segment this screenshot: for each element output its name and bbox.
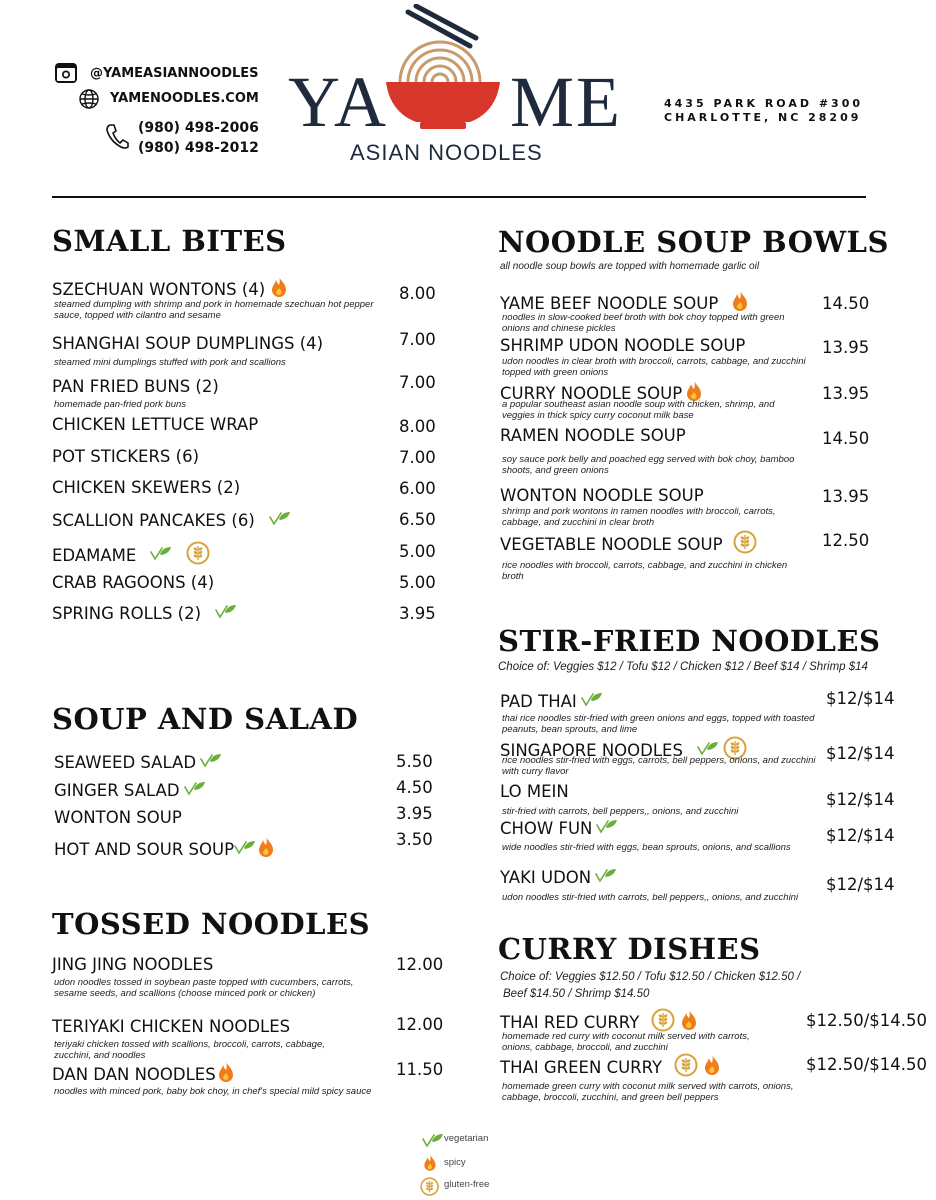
menu-item-desc: soy sauce pork belly and poached egg served with bok choy, bamboo shoots, and green onions xyxy=(502,454,795,476)
menu-item-price: 13.95 xyxy=(822,338,870,357)
menu-item-price: $12/$14 xyxy=(826,689,895,708)
menu-item-price: 6.50 xyxy=(399,510,436,529)
menu-item-name: SPRING ROLLS (2) xyxy=(52,603,237,623)
spicy-icon xyxy=(702,1054,722,1080)
menu-item-price: 3.50 xyxy=(396,830,433,849)
spicy-icon xyxy=(422,1154,438,1176)
section-note: all noodle soup bowls are topped with homemade garlic oil xyxy=(500,261,760,272)
website-link[interactable]: YAMENOODLES.COM xyxy=(110,91,259,106)
menu-item-price: 3.95 xyxy=(399,604,436,623)
menu-item-desc: wide noodles stir-fried with eggs, bean sprouts, onions, and scallions xyxy=(502,842,791,853)
header-divider xyxy=(52,196,866,198)
menu-item-desc: rice noodles with broccoli, carrots, cabbage, and zucchini in chicken broth xyxy=(502,560,788,582)
menu-item-name: SEAWEED SALAD xyxy=(54,752,222,772)
vegetarian-icon xyxy=(200,752,222,772)
menu-item-desc: homemade red curry with coconut milk served with carrots, onions, cabbage, broccoli, and zucchini xyxy=(502,1031,750,1053)
menu-item-price: 13.95 xyxy=(822,384,870,403)
menu-item-desc: rice noodles stir-fried with eggs, carrots, bell peppers, onions, and zucchini with curry flavor xyxy=(502,755,816,777)
menu-item-desc: shrimp and pork wontons in ramen noodles with broccoli, carrots, cabbage, and zucchini in clear broth xyxy=(502,506,776,528)
legend xyxy=(420,1130,520,1196)
menu-item-name: GINGER SALAD xyxy=(54,780,206,800)
menu-item-price: 12.00 xyxy=(396,1015,444,1034)
menu-item-name: SCALLION PANCAKES (6) xyxy=(52,510,291,530)
menu-item-desc: udon noodles stir-fried with carrots, bell peppers,, onions, and zucchini xyxy=(502,892,799,903)
logo-text-right: ME xyxy=(510,62,622,142)
menu-item-price: 7.00 xyxy=(399,448,436,467)
section-title-small-bites: SMALL BITES xyxy=(52,224,287,258)
menu-item-name: SHRIMP UDON NOODLE SOUP xyxy=(500,336,746,355)
menu-item-price: 3.95 xyxy=(396,804,433,823)
vegetarian-icon xyxy=(184,780,206,800)
section-note: Choice of: Veggies $12.50 / Tofu $12.50 / Chicken $12.50 / xyxy=(500,971,801,983)
menu-item-name: THAI GREEN CURRY xyxy=(500,1053,722,1081)
menu-item-name: HOT AND SOUR SOUP xyxy=(54,836,276,862)
instagram-icon xyxy=(54,62,78,84)
menu-item-desc: a popular southeast asian noodle soup with chicken, shrimp, and veggies in thick spicy curry coconut milk base xyxy=(502,399,775,421)
menu-item-desc: steamed dumpling with shrimp and pork in homemade szechuan hot pepper sauce, topped with cilantro and sesame xyxy=(54,299,374,321)
address-line-2: CHARLOTTE, NC 28209 xyxy=(664,111,862,124)
menu-item-name: EDAMAME xyxy=(52,541,210,569)
menu-item-name: SZECHUAN WONTONS (4) xyxy=(52,276,289,302)
menu-item-price: 5.50 xyxy=(396,752,433,771)
menu-item-desc: homemade pan-fried pork buns xyxy=(54,399,187,410)
instagram-handle[interactable]: @YAMEASIANNOODLES xyxy=(90,66,259,81)
menu-item-name: CHICKEN SKEWERS (2) xyxy=(52,478,241,497)
menu-item-price: 12.00 xyxy=(396,955,444,974)
section-title-stir-fried-noodles: STIR-FRIED NOODLES xyxy=(498,624,881,658)
gluten-free-icon xyxy=(420,1177,439,1200)
menu-item-desc: udon noodles in clear broth with broccoli, carrots, cabbage, and zucchini topped with green onions xyxy=(502,356,806,378)
menu-item-name: YAKI UDON xyxy=(500,867,617,887)
menu-item-price: $12/$14 xyxy=(826,790,895,809)
section-title-soup-and-salad: SOUP AND SALAD xyxy=(52,702,359,736)
gluten-free-icon xyxy=(186,541,210,569)
menu-item-name: CURRY NOODLE SOUP xyxy=(500,380,704,406)
menu-item-price: 13.95 xyxy=(822,487,870,506)
phone-icon xyxy=(104,122,130,150)
vegetarian-icon xyxy=(595,867,617,887)
menu-item-name: SHANGHAI SOUP DUMPLINGS (4) xyxy=(52,334,324,353)
spicy-icon xyxy=(256,836,276,862)
vegetarian-icon xyxy=(581,691,603,711)
phone-number-2[interactable]: (980) 498-2012 xyxy=(138,140,259,156)
menu-item-desc: noodles in slow-cooked beef broth with bok choy topped with green onions and chinese pickles xyxy=(502,312,785,334)
menu-item-price: 4.50 xyxy=(396,778,433,797)
menu-item-price: 5.00 xyxy=(399,542,436,561)
vegetarian-icon xyxy=(215,603,237,623)
menu-item-price: 14.50 xyxy=(822,429,870,448)
menu-item-desc: homemade green curry with coconut milk served with carrots, onions, cabbage, broccoli, zucchini, and green bell peppers xyxy=(502,1081,794,1103)
menu-item-name: SINGAPORE NOODLES xyxy=(500,736,747,764)
menu-item-name: LO MEIN xyxy=(500,782,569,801)
menu-item-price: 7.00 xyxy=(399,373,436,392)
menu-item-price: $12.50/$14.50 xyxy=(806,1011,928,1030)
address-line-1: 4435 PARK ROAD #300 xyxy=(664,97,864,110)
vegetarian-icon xyxy=(150,545,172,565)
menu-item-name: POT STICKERS (6) xyxy=(52,447,200,466)
vegetarian-icon xyxy=(269,510,291,530)
legend-label-gluten-free: gluten-free xyxy=(444,1179,490,1190)
gluten-free-icon xyxy=(674,1053,698,1081)
menu-item-price: $12/$14 xyxy=(826,826,895,845)
menu-item-price: 8.00 xyxy=(399,417,436,436)
menu-item-name: YAME BEEF NOODLE SOUP xyxy=(500,290,750,316)
menu-item-name: THAI RED CURRY xyxy=(500,1008,699,1036)
menu-item-price: 11.50 xyxy=(396,1060,444,1079)
menu-item-price: 5.00 xyxy=(399,573,436,592)
legend-label-spicy: spicy xyxy=(444,1157,466,1168)
section-title-curry-dishes: CURRY DISHES xyxy=(498,932,761,966)
menu-item-desc: noodles with minced pork, baby bok choy, in chef's special mild spicy sauce xyxy=(54,1086,372,1097)
menu-item-price: $12/$14 xyxy=(826,875,895,894)
menu-item-price: 8.00 xyxy=(399,284,436,303)
menu-item-desc: thai rice noodles stir-fried with green onions and eggs, topped with toasted peanuts, bean sprouts, and lime xyxy=(502,713,815,735)
vegetarian-icon xyxy=(234,839,256,859)
menu-item-price: 7.00 xyxy=(399,330,436,349)
spicy-icon xyxy=(216,1061,236,1087)
menu-item-name: WONTON NOODLE SOUP xyxy=(500,486,704,505)
menu-item-desc: steamed mini dumplings stuffed with pork and scallions xyxy=(54,357,286,368)
menu-item-price: 12.50 xyxy=(822,531,870,550)
logo-text-left: YA xyxy=(288,62,389,142)
phone-number-1[interactable]: (980) 498-2006 xyxy=(138,120,259,136)
menu-item-name: RAMEN NOODLE SOUP xyxy=(500,426,686,445)
menu-item-name: JING JING NOODLES xyxy=(52,955,214,974)
menu-item-price: $12/$14 xyxy=(826,744,895,763)
noodle-bowl-logo-icon xyxy=(378,4,508,134)
globe-icon xyxy=(78,88,100,110)
menu-item-name: CHICKEN LETTUCE WRAP xyxy=(52,415,259,434)
section-note: Choice of: Veggies $12 / Tofu $12 / Chicken $12 / Beef $14 / Shrimp $14 xyxy=(498,661,868,673)
menu-item-name: PAD THAI xyxy=(500,691,603,711)
menu-item-desc: teriyaki chicken tossed with scallions, broccoli, carrots, cabbage, zucchini, and noodles xyxy=(54,1039,325,1061)
menu-item-name: PAN FRIED BUNS (2) xyxy=(52,377,219,396)
menu-item-name: DAN DAN NOODLES xyxy=(52,1061,236,1087)
vegetarian-icon xyxy=(422,1132,444,1153)
menu-item-desc: udon noodles tossed in soybean paste topped with cucumbers, carrots, sesame seeds, and scallions (choose minced pork or chicken) xyxy=(54,977,354,999)
section-title-tossed-noodles: TOSSED NOODLES xyxy=(52,907,371,941)
legend-label-vegetarian: vegetarian xyxy=(444,1133,489,1144)
menu-item-name: CRAB RAGOONS (4) xyxy=(52,573,215,592)
menu-item-desc: stir-fried with carrots, bell peppers,, onions, and zucchini xyxy=(502,806,739,817)
menu-item-name: CHOW FUN xyxy=(500,818,618,838)
menu-item-name: TERIYAKI CHICKEN NOODLES xyxy=(52,1017,291,1036)
menu-item-price: 6.00 xyxy=(399,479,436,498)
section-title-noodle-soup-bowls: NOODLE SOUP BOWLS xyxy=(498,225,889,259)
menu-item-price: 14.50 xyxy=(822,294,870,313)
menu-item-name: VEGETABLE NOODLE SOUP xyxy=(500,530,757,558)
menu-item-price: $12.50/$14.50 xyxy=(806,1055,928,1074)
menu-item-name: WONTON SOUP xyxy=(54,808,182,827)
logo-subtitle: ASIAN NOODLES xyxy=(350,140,543,165)
section-note: Beef $14.50 / Shrimp $14.50 xyxy=(503,988,650,1000)
gluten-free-icon xyxy=(733,530,757,558)
vegetarian-icon xyxy=(596,818,618,838)
